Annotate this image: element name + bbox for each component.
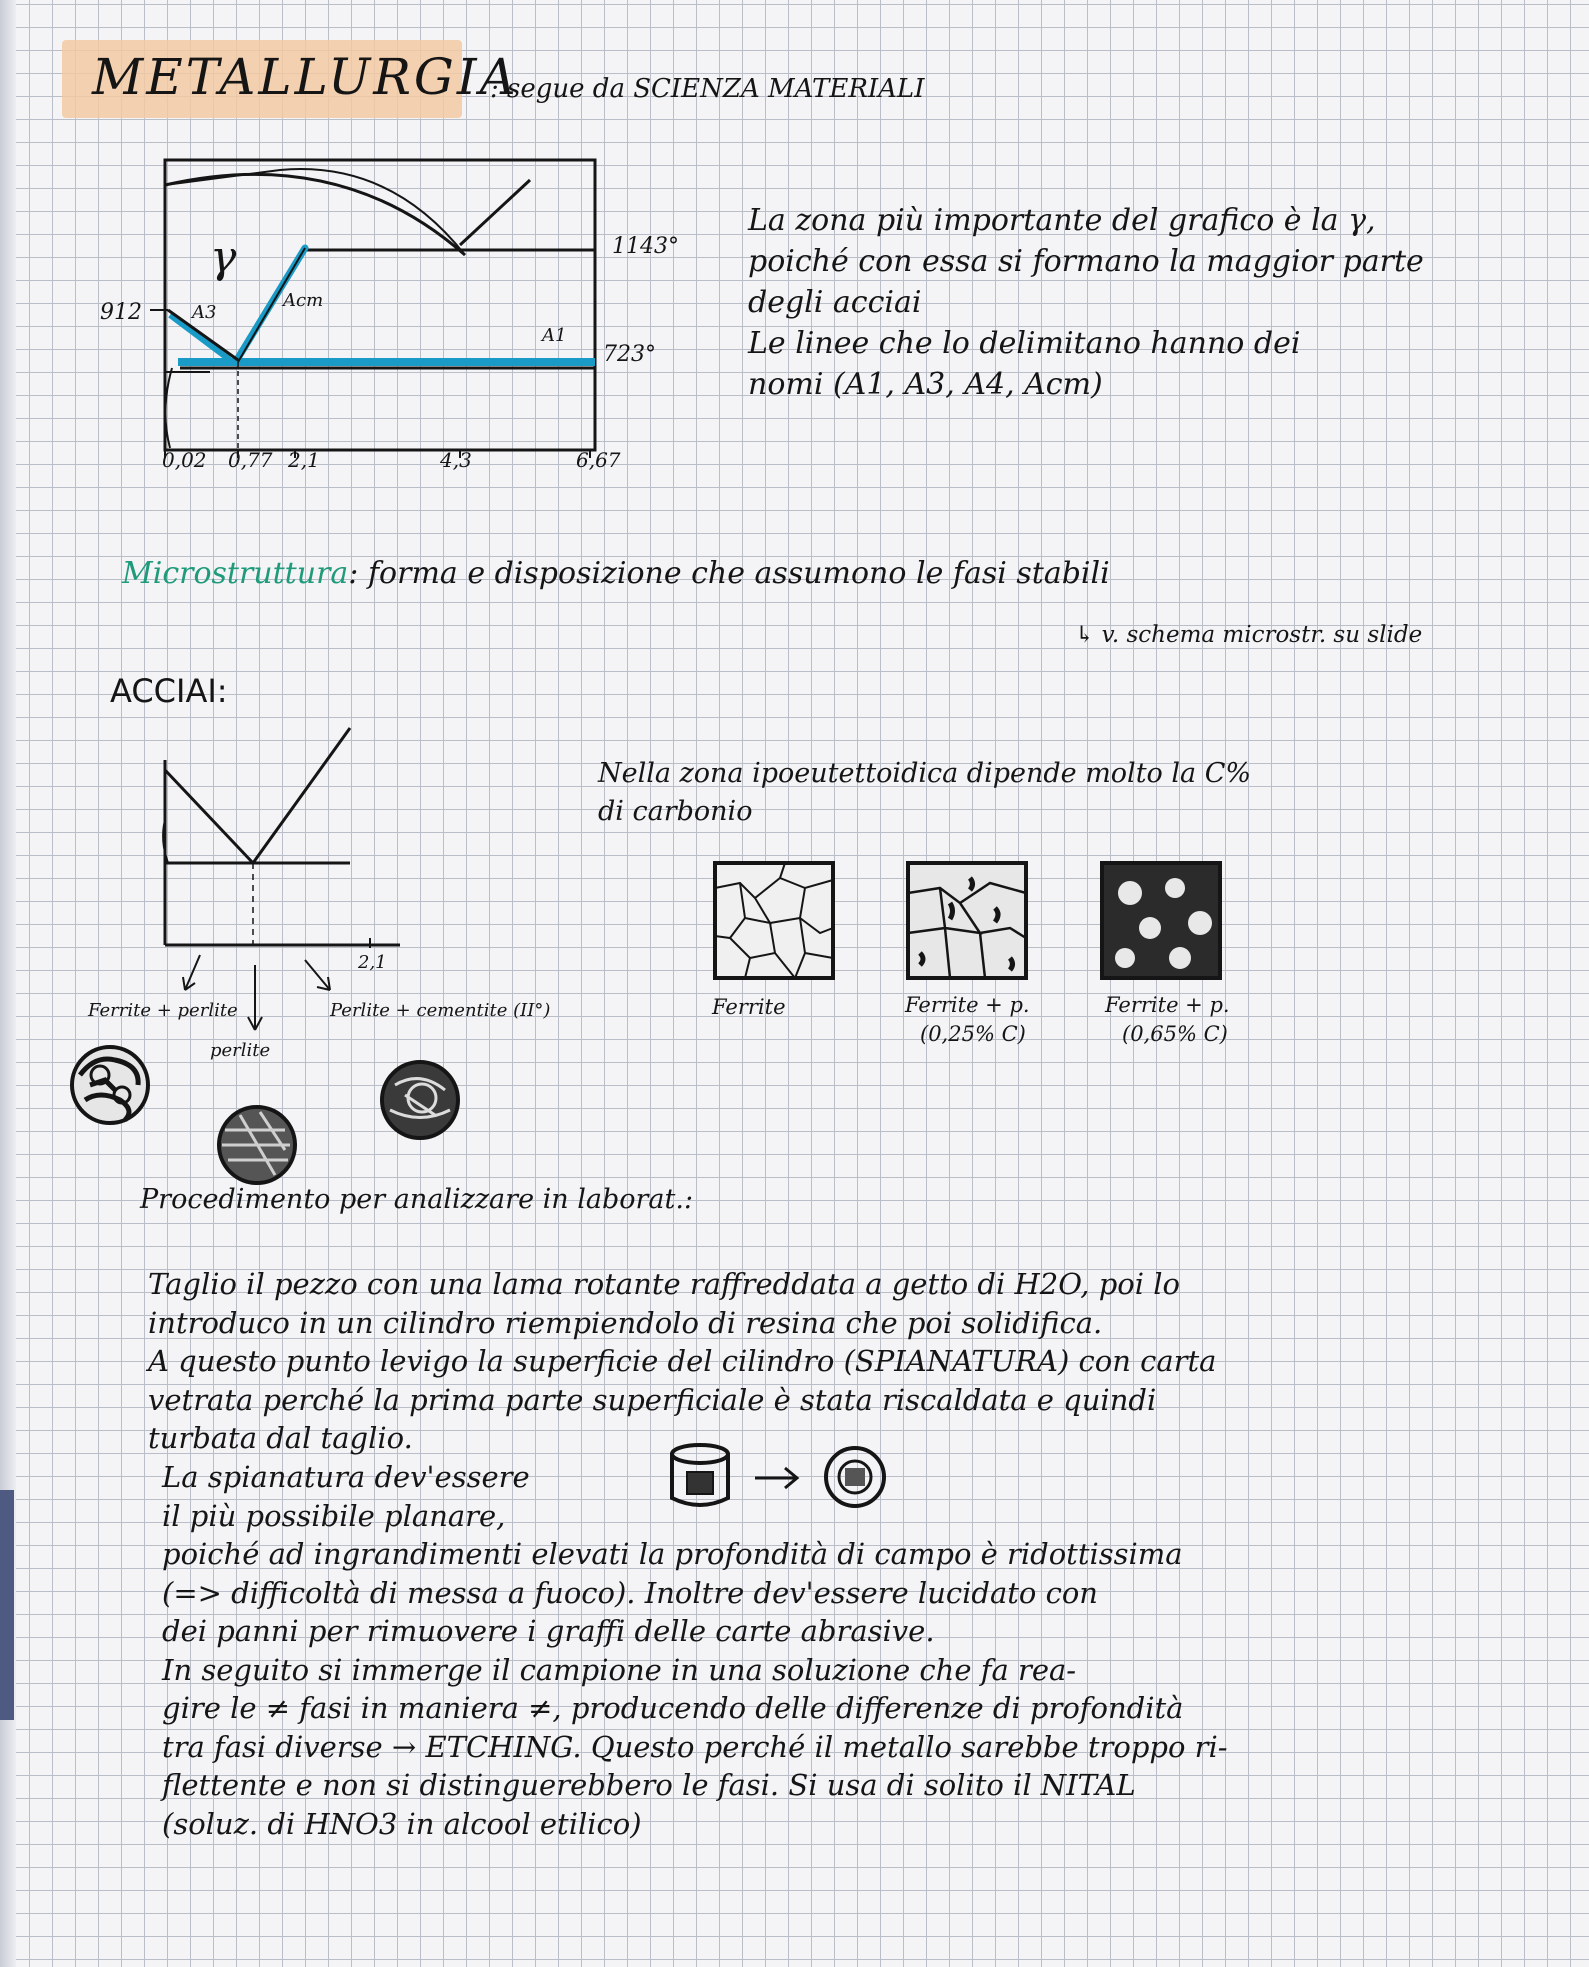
text-line: vetrata perché la prima parte superficiale è stata riscaldata e quindi bbox=[148, 1382, 1157, 1417]
text-line: dei panni per rimuovere i graffi delle carte abrasive. bbox=[162, 1614, 935, 1648]
x-tick-label: 4,3 bbox=[440, 448, 472, 472]
steel-diagram bbox=[150, 720, 420, 970]
hypoeutectoid-grain-icon bbox=[72, 1047, 148, 1123]
a3-label: A3 bbox=[192, 302, 217, 323]
text-line: In seguito si immerge il campione in una soluzione che fa rea- bbox=[162, 1652, 1077, 1687]
temp-1143-label: 1143° bbox=[612, 234, 679, 259]
text-line: di carbonio bbox=[598, 796, 753, 827]
text-line: Le linee che lo delimitano hanno dei bbox=[748, 326, 1301, 361]
sample-label-ferrite: Ferrite bbox=[712, 995, 786, 1019]
text-line: Nella zona ipoeutettoidica dipende molto la C% bbox=[598, 758, 1252, 789]
ferrite-perlite-label: Ferrite + perlite bbox=[88, 1000, 238, 1021]
temp-912-label: 912 bbox=[100, 300, 142, 325]
page-title: METALLURGIA bbox=[92, 48, 519, 106]
procedure-block-2 bbox=[162, 1458, 530, 1535]
sample-label-ferrite-perlite-1: Ferrite + p. bbox=[905, 993, 1030, 1017]
x-tick-label: 2,1 bbox=[288, 448, 320, 472]
steel-acm-line bbox=[253, 728, 350, 863]
sample-detail-065: (0,65% C) bbox=[1122, 1022, 1228, 1046]
text-line: introduco in un cilindro riempiendolo di resina che poi solidifica. bbox=[148, 1305, 1103, 1340]
text-line: poiché con essa si formano la maggior parte bbox=[748, 244, 1424, 279]
perlite-label: perlite bbox=[210, 1040, 271, 1061]
hypereutectoid-grain-icon bbox=[382, 1062, 458, 1138]
sample-micrographs bbox=[710, 858, 1230, 988]
acm-label: Acm bbox=[283, 290, 324, 311]
ferrite-perlite-065-micrograph bbox=[1102, 863, 1220, 978]
text-line: tra fasi diverse → ETCHING. Questo perché il metallo sarebbe troppo ri- bbox=[162, 1729, 1228, 1764]
temp-723-label: 723° bbox=[603, 342, 656, 367]
disc-icon bbox=[826, 1448, 884, 1506]
arrow-right-icon bbox=[755, 1468, 797, 1488]
arrow-left bbox=[183, 955, 200, 990]
hypoeutectoid-paragraph bbox=[598, 755, 1251, 831]
cylinder-icon bbox=[672, 1445, 728, 1505]
acciai-heading: ACCIAI: bbox=[110, 672, 228, 710]
spianatura-sketch bbox=[665, 1440, 905, 1520]
text-line: Taglio il pezzo con una lama rotante raffreddata a getto di H2O, poi lo bbox=[148, 1267, 1180, 1301]
microstructure-definition: : forma e disposizione che assumono le fasi stabili bbox=[348, 556, 1110, 591]
perlite-cementite-label: Perlite + cementite (II°) bbox=[330, 1000, 551, 1021]
text-line: poiché ad ingrandimenti elevati la profondità di campo è ridottissima bbox=[162, 1537, 1183, 1571]
arrow-right bbox=[305, 960, 330, 990]
iron-carbon-diagram bbox=[90, 140, 650, 480]
procedure-heading: Procedimento per analizzare in laborat.: bbox=[140, 1184, 694, 1215]
intro-paragraph bbox=[748, 200, 1424, 405]
procedure-block-3 bbox=[162, 1535, 1228, 1843]
text-line: La spianatura dev'essere bbox=[162, 1460, 530, 1494]
text-line: il più possibile planare, bbox=[162, 1498, 506, 1533]
gamma-label: γ bbox=[210, 232, 237, 283]
arrow-middle bbox=[248, 965, 262, 1030]
x-tick-label: 6,67 bbox=[576, 448, 621, 472]
text-line: (=> difficoltà di messa a fuoco). Inoltre dev'essere lucidato con bbox=[162, 1575, 1098, 1610]
steel-a3-line bbox=[165, 770, 253, 863]
sample-label-ferrite-perlite-2: Ferrite + p. bbox=[1105, 993, 1230, 1017]
procedure-block-1 bbox=[148, 1265, 1216, 1458]
microstructure-note: ↳ v. schema microstr. su slide bbox=[1075, 622, 1423, 648]
text-line: flettente e non si distinguerebbero le fasi. Si usa di solito il NITAL bbox=[162, 1768, 1136, 1802]
text-line: A questo punto levigo la superficie del cilindro (SPIANATURA) con carta bbox=[148, 1344, 1217, 1378]
ferrite-micrograph bbox=[715, 863, 833, 978]
microstructure-label: Microstruttura bbox=[122, 556, 349, 591]
x-tick-label: 0,02 bbox=[162, 448, 207, 472]
steel-x-tick: 2,1 bbox=[358, 952, 387, 973]
a1-label: A1 bbox=[542, 325, 567, 346]
x-tick-label: 0,77 bbox=[228, 448, 273, 472]
diagram-frame bbox=[165, 160, 595, 450]
page-subtitle: : segue da SCIENZA MATERIALI bbox=[490, 74, 925, 104]
sample-detail-025: (0,25% C) bbox=[920, 1022, 1026, 1046]
text-line: turbata dal taglio. bbox=[148, 1421, 413, 1455]
text-line: La zona più importante del grafico è la γ, bbox=[748, 203, 1376, 238]
text-line: degli acciai bbox=[748, 285, 922, 320]
text-line: gire le ≠ fasi in maniera ≠, producendo delle differenze di profondità bbox=[162, 1691, 1184, 1725]
eutectoid-grain-icon bbox=[219, 1107, 295, 1183]
microstructure-line bbox=[122, 553, 1110, 594]
notebook-cover-edge bbox=[0, 1490, 14, 1720]
text-line: (soluz. di HNO3 in alcool etilico) bbox=[162, 1806, 642, 1841]
ferrite-perlite-025-micrograph bbox=[908, 863, 1026, 978]
liquidus-right bbox=[460, 180, 530, 245]
grain-circles bbox=[60, 1040, 480, 1200]
text-line: nomi (A1, A3, A4, Acm) bbox=[748, 367, 1103, 402]
